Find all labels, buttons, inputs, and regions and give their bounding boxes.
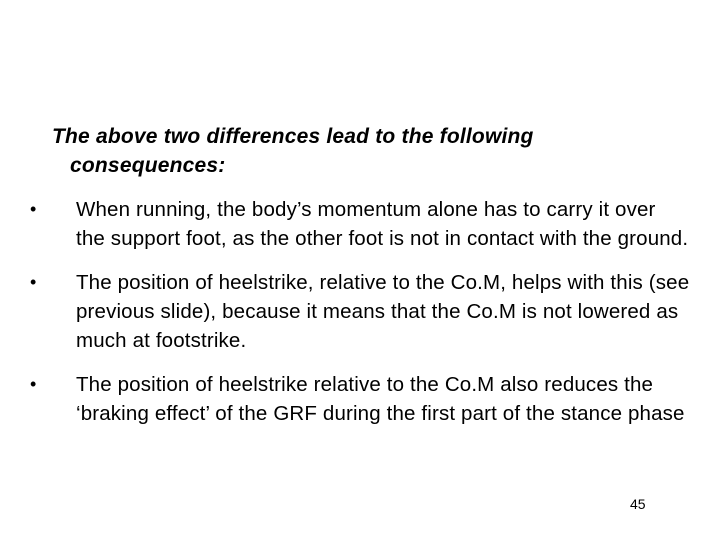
bullet-text: The position of heelstrike, relative to the Co.M, helps with this (see previous slide), because it means that the Co.M is not lowered as much at footstrike.: [76, 271, 690, 352]
slide-heading: The above two differences lead to the following consequences:: [52, 125, 534, 177]
bullet-marker: •: [30, 199, 37, 219]
bullet-item: [30, 268, 690, 355]
bullet-item: [30, 370, 690, 428]
bullet-marker: •: [30, 272, 37, 292]
bullet-text: When running, the body’s momentum alone has to carry it over the support foot, as the other foot is not in contact with the ground.: [76, 198, 689, 250]
bullet-item: [30, 195, 690, 253]
bullet-list: [30, 195, 690, 428]
page-number: 45: [630, 496, 646, 512]
bullet-marker: •: [30, 374, 37, 394]
bullet-text: The position of heelstrike relative to the Co.M also reduces the ‘braking effect’ of the GRF during the first part of the stance phase: [76, 373, 685, 425]
